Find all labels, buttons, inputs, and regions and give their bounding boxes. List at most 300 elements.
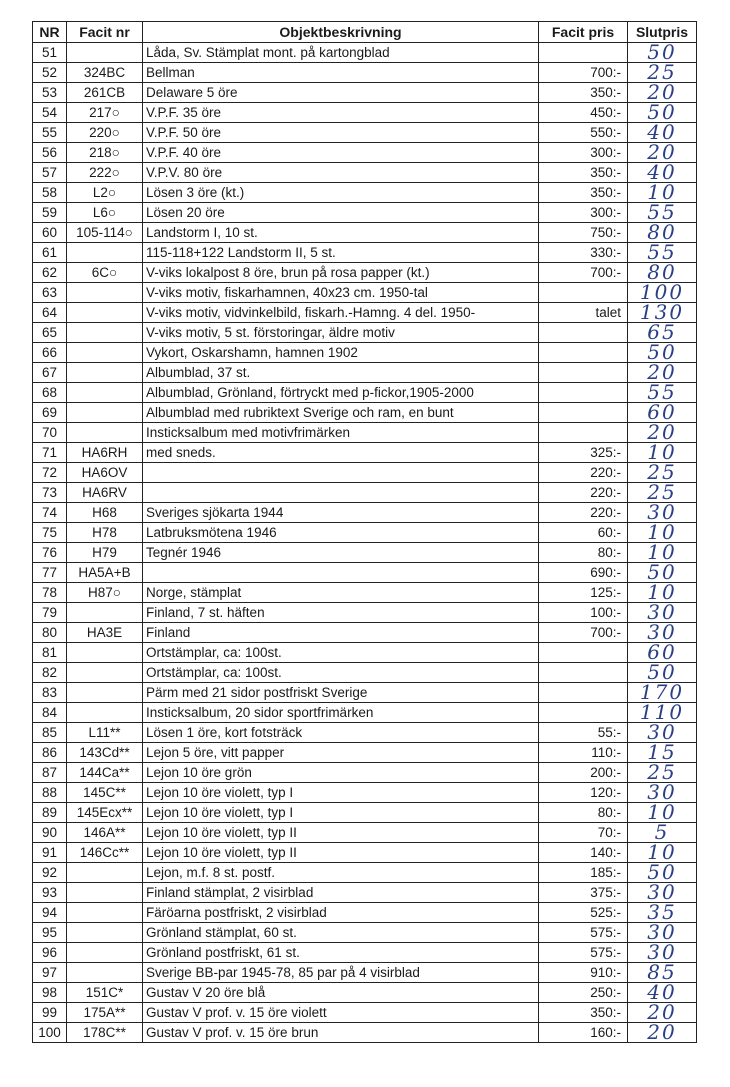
facit-price: 125:- <box>539 583 628 603</box>
object-description: V.P.V. 80 öre <box>143 163 539 183</box>
auction-table <box>32 21 697 1043</box>
final-price: 20 <box>628 1023 697 1043</box>
object-description: Lejon 10 öre violett, typ II <box>143 843 539 863</box>
final-price: 55 <box>628 203 697 223</box>
facit-number: H87○ <box>67 583 143 603</box>
facit-number: L11** <box>67 723 143 743</box>
lot-number: 72 <box>33 463 67 483</box>
table-row <box>33 563 697 583</box>
final-price: 50 <box>628 863 697 883</box>
table-row <box>33 463 697 483</box>
lot-number: 68 <box>33 383 67 403</box>
lot-number: 91 <box>33 843 67 863</box>
object-description: V-viks lokalpost 8 öre, brun på rosa papper (kt.) <box>143 263 539 283</box>
header-facit-nr: Facit nr <box>67 22 143 43</box>
facit-price: 375:- <box>539 883 628 903</box>
final-price: 25 <box>628 463 697 483</box>
facit-number: 145C** <box>67 783 143 803</box>
table-row <box>33 383 697 403</box>
table-row <box>33 723 697 743</box>
table-row <box>33 483 697 503</box>
table-row <box>33 243 697 263</box>
facit-number: H78 <box>67 523 143 543</box>
final-price: 30 <box>628 883 697 903</box>
facit-number: 105-114○ <box>67 223 143 243</box>
table-row <box>33 863 697 883</box>
final-price: 10 <box>628 583 697 603</box>
table-row <box>33 403 697 423</box>
object-description: Bellman <box>143 63 539 83</box>
facit-number: 220○ <box>67 123 143 143</box>
table-row <box>33 703 697 723</box>
facit-number <box>67 963 143 983</box>
lot-number: 63 <box>33 283 67 303</box>
facit-number: H79 <box>67 543 143 563</box>
lot-number: 65 <box>33 323 67 343</box>
lot-number: 76 <box>33 543 67 563</box>
lot-number: 60 <box>33 223 67 243</box>
object-description <box>143 483 539 503</box>
facit-number: HA6RH <box>67 443 143 463</box>
lot-number: 84 <box>33 703 67 723</box>
table-row <box>33 423 697 443</box>
lot-number: 97 <box>33 963 67 983</box>
table-row <box>33 523 697 543</box>
facit-price <box>539 383 628 403</box>
final-price: 60 <box>628 643 697 663</box>
object-description: Lösen 20 öre <box>143 203 539 223</box>
object-description <box>143 463 539 483</box>
facit-price: 550:- <box>539 123 628 143</box>
table-row <box>33 763 697 783</box>
facit-number: 143Cd** <box>67 743 143 763</box>
lot-number: 90 <box>33 823 67 843</box>
lot-number: 86 <box>33 743 67 763</box>
final-price: 30 <box>628 943 697 963</box>
table-row <box>33 503 697 523</box>
facit-number <box>67 663 143 683</box>
lot-number: 99 <box>33 1003 67 1023</box>
lot-number: 89 <box>33 803 67 823</box>
facit-number: 144Ca** <box>67 763 143 783</box>
facit-price: 140:- <box>539 843 628 863</box>
facit-number <box>67 703 143 723</box>
final-price: 50 <box>628 663 697 683</box>
lot-number: 55 <box>33 123 67 143</box>
facit-price: 300:- <box>539 143 628 163</box>
object-description: V.P.F. 35 öre <box>143 103 539 123</box>
table-row <box>33 663 697 683</box>
table-row <box>33 823 697 843</box>
facit-price: 690:- <box>539 563 628 583</box>
final-price: 10 <box>628 183 697 203</box>
lot-number: 64 <box>33 303 67 323</box>
facit-number: 6C○ <box>67 263 143 283</box>
lot-number: 94 <box>33 903 67 923</box>
object-description: Insticksalbum med motivfrimärken <box>143 423 539 443</box>
object-description: V-viks motiv, fiskarhamnen, 40x23 cm. 1950-tal <box>143 283 539 303</box>
final-price: 30 <box>628 623 697 643</box>
table-row <box>33 103 697 123</box>
facit-price: 70:- <box>539 823 628 843</box>
facit-number: HA6OV <box>67 463 143 483</box>
facit-number: 146A** <box>67 823 143 843</box>
table-row <box>33 443 697 463</box>
facit-price <box>539 663 628 683</box>
table-row <box>33 163 697 183</box>
final-price: 55 <box>628 383 697 403</box>
lot-number: 96 <box>33 943 67 963</box>
object-description: Lejon 10 öre grön <box>143 763 539 783</box>
final-price: 25 <box>628 763 697 783</box>
final-price: 40 <box>628 983 697 1003</box>
lot-number: 54 <box>33 103 67 123</box>
facit-number: L6○ <box>67 203 143 223</box>
auction-results-sheet <box>32 21 696 1043</box>
final-price: 20 <box>628 143 697 163</box>
object-description: Delaware 5 öre <box>143 83 539 103</box>
facit-price <box>539 643 628 663</box>
facit-price <box>539 43 628 63</box>
facit-price: 300:- <box>539 203 628 223</box>
object-description: Tegnér 1946 <box>143 543 539 563</box>
object-description: Lejon 5 öre, vitt papper <box>143 743 539 763</box>
facit-price: 450:- <box>539 103 628 123</box>
final-price: 30 <box>628 723 697 743</box>
facit-price: 700:- <box>539 63 628 83</box>
facit-number <box>67 403 143 423</box>
lot-number: 73 <box>33 483 67 503</box>
final-price: 15 <box>628 743 697 763</box>
facit-number: 218○ <box>67 143 143 163</box>
lot-number: 88 <box>33 783 67 803</box>
table-row <box>33 623 697 643</box>
object-description: Finland, 7 st. häften <box>143 603 539 623</box>
table-row <box>33 203 697 223</box>
facit-price: talet <box>539 303 628 323</box>
lot-number: 66 <box>33 343 67 363</box>
facit-number: 146Cc** <box>67 843 143 863</box>
facit-price: 325:- <box>539 443 628 463</box>
final-price: 25 <box>628 483 697 503</box>
facit-price: 575:- <box>539 923 628 943</box>
final-price: 10 <box>628 443 697 463</box>
table-row <box>33 983 697 1003</box>
table-row <box>33 963 697 983</box>
table-row <box>33 183 697 203</box>
table-row <box>33 603 697 623</box>
final-price: 80 <box>628 223 697 243</box>
facit-number <box>67 423 143 443</box>
table-row <box>33 683 697 703</box>
facit-price: 80:- <box>539 543 628 563</box>
lot-number: 69 <box>33 403 67 423</box>
final-price: 50 <box>628 343 697 363</box>
facit-price: 350:- <box>539 163 628 183</box>
facit-number <box>67 243 143 263</box>
facit-price: 350:- <box>539 1003 628 1023</box>
object-description <box>143 563 539 583</box>
table-row <box>33 903 697 923</box>
final-price: 65 <box>628 323 697 343</box>
facit-price: 910:- <box>539 963 628 983</box>
facit-number <box>67 683 143 703</box>
lot-number: 100 <box>33 1023 67 1043</box>
table-row <box>33 343 697 363</box>
facit-number <box>67 383 143 403</box>
facit-number: H68 <box>67 503 143 523</box>
header-nr: NR <box>33 22 67 43</box>
object-description: Landstorm I, 10 st. <box>143 223 539 243</box>
object-description: V-viks motiv, vidvinkelbild, fiskarh.-Hamng. 4 del. 1950- <box>143 303 539 323</box>
facit-number <box>67 643 143 663</box>
facit-number <box>67 363 143 383</box>
lot-number: 51 <box>33 43 67 63</box>
facit-number <box>67 303 143 323</box>
final-price: 30 <box>628 603 697 623</box>
facit-price: 200:- <box>539 763 628 783</box>
table-row <box>33 643 697 663</box>
facit-price: 220:- <box>539 503 628 523</box>
object-description: V-viks motiv, 5 st. förstoringar, äldre motiv <box>143 323 539 343</box>
facit-price: 120:- <box>539 783 628 803</box>
object-description: Gustav V 20 öre blå <box>143 983 539 1003</box>
final-price: 25 <box>628 63 697 83</box>
facit-price: 700:- <box>539 263 628 283</box>
table-row <box>33 543 697 563</box>
object-description: Sveriges sjökarta 1944 <box>143 503 539 523</box>
table-row <box>33 263 697 283</box>
final-price: 10 <box>628 843 697 863</box>
facit-price: 220:- <box>539 463 628 483</box>
facit-price <box>539 283 628 303</box>
object-description: Låda, Sv. Stämplat mont. på kartongblad <box>143 43 539 63</box>
table-row <box>33 843 697 863</box>
object-description: Sverige BB-par 1945-78, 85 par på 4 visirblad <box>143 963 539 983</box>
facit-price: 750:- <box>539 223 628 243</box>
facit-number: 151C* <box>67 983 143 1003</box>
object-description: med sneds. <box>143 443 539 463</box>
final-price: 50 <box>628 563 697 583</box>
object-description: Lösen 3 öre (kt.) <box>143 183 539 203</box>
final-price: 30 <box>628 783 697 803</box>
facit-price: 110:- <box>539 743 628 763</box>
final-price: 35 <box>628 903 697 923</box>
facit-number: HA3E <box>67 623 143 643</box>
object-description: Ortstämplar, ca: 100st. <box>143 663 539 683</box>
facit-number <box>67 863 143 883</box>
table-row <box>33 43 697 63</box>
facit-price: 100:- <box>539 603 628 623</box>
facit-price: 350:- <box>539 83 628 103</box>
facit-price: 160:- <box>539 1023 628 1043</box>
table-row <box>33 143 697 163</box>
object-description: Albumblad, 37 st. <box>143 363 539 383</box>
facit-number <box>67 343 143 363</box>
final-price: 55 <box>628 243 697 263</box>
object-description: Latbruksmötena 1946 <box>143 523 539 543</box>
facit-price: 330:- <box>539 243 628 263</box>
facit-price: 80:- <box>539 803 628 823</box>
lot-number: 62 <box>33 263 67 283</box>
facit-number: HA6RV <box>67 483 143 503</box>
table-row <box>33 123 697 143</box>
final-price: 10 <box>628 543 697 563</box>
object-description: 115-118+122 Landstorm II, 5 st. <box>143 243 539 263</box>
final-price: 10 <box>628 803 697 823</box>
facit-number: 145Ecx** <box>67 803 143 823</box>
lot-number: 75 <box>33 523 67 543</box>
facit-number: 217○ <box>67 103 143 123</box>
table-row <box>33 923 697 943</box>
table-row <box>33 323 697 343</box>
facit-price: 350:- <box>539 183 628 203</box>
facit-price: 575:- <box>539 943 628 963</box>
table-row <box>33 583 697 603</box>
final-price: 60 <box>628 403 697 423</box>
object-description: Norge, stämplat <box>143 583 539 603</box>
lot-number: 95 <box>33 923 67 943</box>
header-objektbeskrivning: Objektbeskrivning <box>143 22 539 43</box>
table-row <box>33 883 697 903</box>
table-row <box>33 943 697 963</box>
object-description: Lejon 10 öre violett, typ II <box>143 823 539 843</box>
facit-price <box>539 423 628 443</box>
object-description: Färöarna postfriskt, 2 visirblad <box>143 903 539 923</box>
final-price: 30 <box>628 503 697 523</box>
object-description: Gustav V prof. v. 15 öre violett <box>143 1003 539 1023</box>
facit-number <box>67 903 143 923</box>
lot-number: 85 <box>33 723 67 743</box>
facit-number: HA5A+B <box>67 563 143 583</box>
lot-number: 57 <box>33 163 67 183</box>
lot-number: 59 <box>33 203 67 223</box>
final-price: 20 <box>628 363 697 383</box>
facit-price: 220:- <box>539 483 628 503</box>
header-slutpris: Slutpris <box>628 22 697 43</box>
facit-number <box>67 43 143 63</box>
lot-number: 80 <box>33 623 67 643</box>
object-description: Albumblad, Grönland, förtryckt med p-fickor,1905-2000 <box>143 383 539 403</box>
table-row <box>33 83 697 103</box>
object-description: Ortstämplar, ca: 100st. <box>143 643 539 663</box>
facit-number: 261CB <box>67 83 143 103</box>
final-price: 50 <box>628 103 697 123</box>
facit-number <box>67 603 143 623</box>
facit-number: 222○ <box>67 163 143 183</box>
object-description: Lösen 1 öre, kort fotsträck <box>143 723 539 743</box>
object-description: Pärm med 21 sidor postfriskt Sverige <box>143 683 539 703</box>
lot-number: 82 <box>33 663 67 683</box>
object-description: Grönland postfriskt, 61 st. <box>143 943 539 963</box>
final-price: 50 <box>628 43 697 63</box>
lot-number: 87 <box>33 763 67 783</box>
table-row <box>33 1003 697 1023</box>
object-description: Grönland stämplat, 60 st. <box>143 923 539 943</box>
final-price: 80 <box>628 263 697 283</box>
object-description: Gustav V prof. v. 15 öre brun <box>143 1023 539 1043</box>
lot-number: 77 <box>33 563 67 583</box>
table-row <box>33 1023 697 1043</box>
final-price: 40 <box>628 163 697 183</box>
facit-number <box>67 923 143 943</box>
final-price: 110 <box>628 703 697 723</box>
lot-number: 56 <box>33 143 67 163</box>
final-price: 130 <box>628 303 697 323</box>
final-price: 5 <box>628 823 697 843</box>
object-description: V.P.F. 40 öre <box>143 143 539 163</box>
header-facit-pris: Facit pris <box>539 22 628 43</box>
facit-price: 525:- <box>539 903 628 923</box>
table-row <box>33 803 697 823</box>
facit-number <box>67 283 143 303</box>
final-price: 20 <box>628 1003 697 1023</box>
final-price: 40 <box>628 123 697 143</box>
lot-number: 74 <box>33 503 67 523</box>
facit-price <box>539 323 628 343</box>
lot-number: 81 <box>33 643 67 663</box>
lot-number: 70 <box>33 423 67 443</box>
final-price: 170 <box>628 683 697 703</box>
final-price: 85 <box>628 963 697 983</box>
facit-price: 60:- <box>539 523 628 543</box>
table-row <box>33 63 697 83</box>
lot-number: 67 <box>33 363 67 383</box>
lot-number: 83 <box>33 683 67 703</box>
facit-price: 55:- <box>539 723 628 743</box>
facit-number: 175A** <box>67 1003 143 1023</box>
final-price: 20 <box>628 423 697 443</box>
lot-number: 79 <box>33 603 67 623</box>
final-price: 30 <box>628 923 697 943</box>
lot-number: 61 <box>33 243 67 263</box>
facit-number <box>67 943 143 963</box>
lot-number: 71 <box>33 443 67 463</box>
facit-price <box>539 363 628 383</box>
facit-number <box>67 323 143 343</box>
table-row <box>33 363 697 383</box>
table-row <box>33 283 697 303</box>
object-description: V.P.F. 50 öre <box>143 123 539 143</box>
lot-number: 52 <box>33 63 67 83</box>
final-price: 100 <box>628 283 697 303</box>
final-price: 20 <box>628 83 697 103</box>
header-row <box>33 22 697 43</box>
object-description: Finland stämplat, 2 visirblad <box>143 883 539 903</box>
final-price: 10 <box>628 523 697 543</box>
object-description: Lejon 10 öre violett, typ I <box>143 783 539 803</box>
lot-number: 78 <box>33 583 67 603</box>
object-description: Vykort, Oskarshamn, hamnen 1902 <box>143 343 539 363</box>
facit-number: 324BC <box>67 63 143 83</box>
object-description: Lejon, m.f. 8 st. postf. <box>143 863 539 883</box>
facit-number: 178C** <box>67 1023 143 1043</box>
table-row <box>33 783 697 803</box>
object-description: Insticksalbum, 20 sidor sportfrimärken <box>143 703 539 723</box>
facit-number <box>67 883 143 903</box>
facit-price: 700:- <box>539 623 628 643</box>
lot-number: 92 <box>33 863 67 883</box>
table-row <box>33 303 697 323</box>
table-row <box>33 223 697 243</box>
lot-number: 98 <box>33 983 67 1003</box>
facit-price <box>539 343 628 363</box>
object-description: Lejon 10 öre violett, typ I <box>143 803 539 823</box>
facit-number: L2○ <box>67 183 143 203</box>
facit-price <box>539 703 628 723</box>
object-description: Albumblad med rubriktext Sverige och ram, en bunt <box>143 403 539 423</box>
table-row <box>33 743 697 763</box>
